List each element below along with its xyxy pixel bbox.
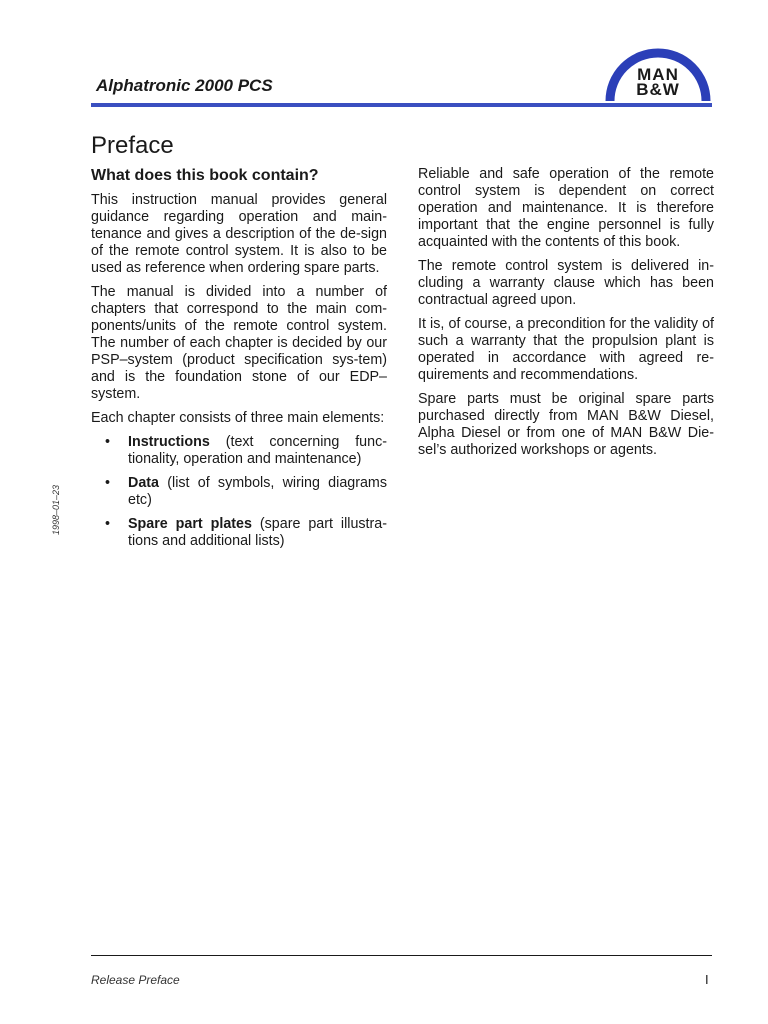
header-rule [91, 103, 712, 107]
list-item [91, 434, 387, 468]
logo-line-1: MAN [637, 65, 679, 84]
footer-rule [91, 955, 712, 956]
left-column [91, 166, 387, 557]
man-bw-logo [604, 39, 712, 103]
bullet-icon: • [105, 516, 111, 532]
elements-list [91, 434, 387, 550]
list-item-term: Data [128, 475, 159, 491]
list-item [91, 516, 387, 550]
paragraph: It is, of course, a precondition for the validity of such a warranty that the propulsion plant is operated in accordance with agreed re-quirements and recommendations. [418, 316, 714, 383]
header-title: Alphatronic 2000 PCS [96, 76, 273, 95]
list-item-term: Spare part plates [128, 516, 252, 532]
paragraph: Reliable and safe operation of the remote control system is dependent on correct operation and maintenance. It is therefore important that the engine personnel is fully acquainted with the contents of this book. [418, 166, 714, 250]
list-item-term: Instructions [128, 434, 210, 450]
paragraph: The manual is divided into a number of chapters that correspond to the main com-ponents/units of the remote control system. The number of each chapter is decided by our PSP–system (product specification sys-tem) and is the foundation stone of our EDP–system. [91, 284, 387, 402]
list-item-text: (spare part illustra-tions and additional lists) [128, 516, 388, 549]
bullet-icon: • [105, 475, 111, 491]
paragraph: Each chapter consists of three main elements: [91, 410, 385, 426]
section-heading: What does this book contain? [91, 167, 319, 184]
side-date: 1998–01–23 [51, 484, 61, 535]
paragraph: The remote control system is delivered in-cluding a warranty clause which has been contractual agreed upon. [418, 258, 714, 308]
bullet-icon: • [105, 434, 111, 450]
list-item-text: (text concerning func-tionality, operation and maintenance) [128, 434, 387, 467]
page-title: Preface [91, 132, 174, 159]
list-item [91, 475, 387, 509]
right-column [418, 166, 714, 466]
logo-line-2: B&W [636, 80, 680, 99]
paragraph: This instruction manual provides general guidance regarding operation and main-tenance and gives a description of the de-sign of the remote control system. It is also to be used as reference when ordering spare parts. [91, 192, 387, 276]
footer-section-label: Release Preface [91, 973, 180, 987]
paragraph: Spare parts must be original spare parts purchased directly from MAN B&W Diesel, Alpha Diesel or from one of MAN B&W Die-sel’s authorized workshops or agents. [418, 391, 714, 458]
page-number: I [705, 972, 709, 987]
list-item-text: (list of symbols, wiring diagrams etc) [128, 475, 387, 508]
